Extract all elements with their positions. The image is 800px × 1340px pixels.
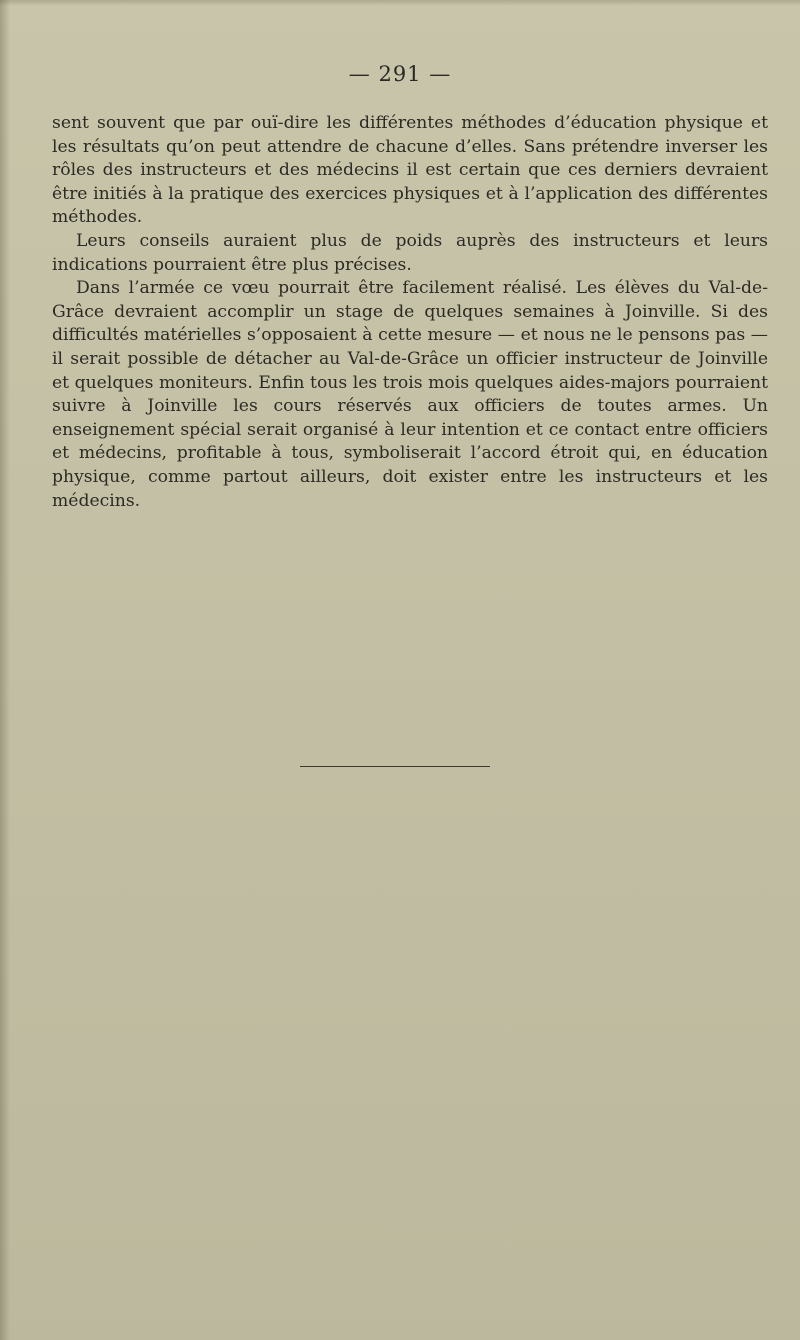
page-top-shadow (0, 0, 800, 6)
body-text (52, 112, 768, 513)
paragraph-2: Leurs conseils auraient plus de poids auprès des instructeurs et leurs indications pourraient être plus précises. (52, 230, 768, 275)
paragraph-3: Dans l’armée ce vœu pourrait être facilement réalisé. Les élèves du Val-de-Grâce devraient accomplir un stage de quelques semaines à Joinville. Si des difficultés matérielles s’opposaient à cette mesure — et nous ne le pensons pas — il serait possible de détacher au Val-de-Grâce un officier instructeur de Joinville et quelques moniteurs. Enfin tous les trois mois quelques aides-majors pourraient suivre à Joinville les cours réservés aux officiers de toutes armes. Un enseignement spécial serait organisé à leur intention et ce contact entre officiers et médecins, profitable à tous, symboliserait l’accord étroit qui, en éducation physique, comme partout ailleurs, doit exister entre les instructeurs et les médecins. (52, 278, 768, 511)
section-end-rule (300, 766, 490, 767)
paragraph-1: sent souvent que par ouï-dire les différentes méthodes d’éducation physique et les résultats qu’on peut attendre de chacune d’elles. Sans prétendre inverser les rôles des instructeurs et des médecins il est certain que ces derniers devraient être initiés à la pratique des exercices physiques et à l’application des différentes méthodes. (52, 113, 768, 228)
page-edge-shadow (0, 0, 10, 1340)
page-number: — 291 — (348, 62, 452, 86)
